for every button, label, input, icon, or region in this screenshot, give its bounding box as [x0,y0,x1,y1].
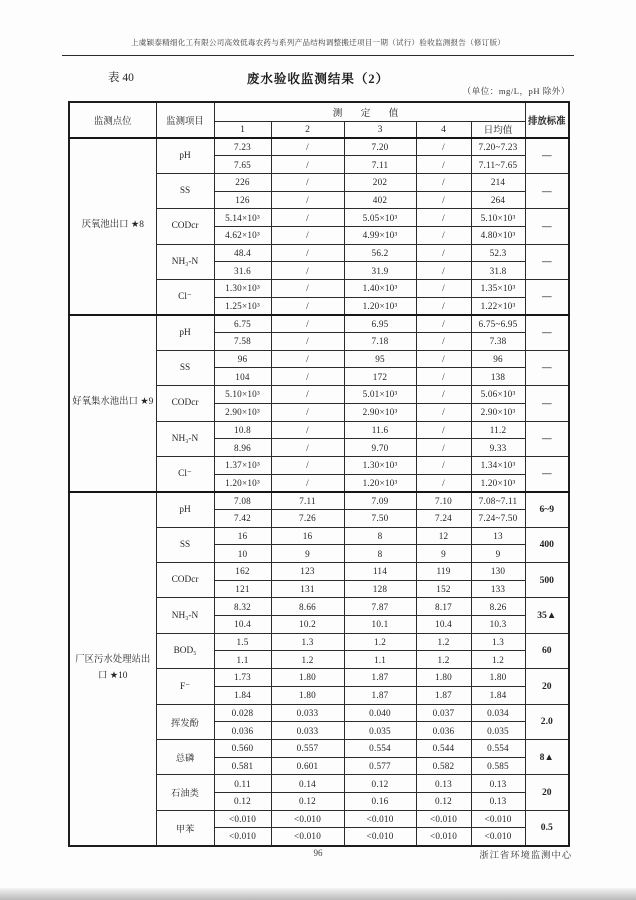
value-cell: 1.25×10³ [214,297,271,315]
value-cell: 1.20×10³ [344,474,416,492]
value-cell: 1.1 [214,651,271,669]
value-cell: / [416,156,471,174]
value-cell: / [271,368,344,386]
results-table [68,101,570,847]
value-cell: 123 [271,563,344,581]
table-row [69,315,569,333]
value-cell: 1.40×10³ [344,280,416,298]
value-cell: 31.8 [471,262,525,280]
value-cell: 1.87 [416,686,471,704]
value-cell: / [416,368,471,386]
value-cell: / [271,421,344,439]
value-cell: 7.08~7.11 [471,492,525,510]
value-cell: 0.028 [214,704,271,722]
value-cell: 10 [214,545,271,563]
discharge-standard-cell: 500 [525,563,569,598]
value-cell: / [416,297,471,315]
value-cell: <0.010 [416,810,471,828]
value-cell: 1.80 [471,669,525,687]
monitoring-item-cell: 挥发酚 [156,704,214,739]
value-cell: 7.11 [344,156,416,174]
discharge-standard-cell: — [525,421,569,456]
value-cell: 4.80×10³ [471,226,525,244]
unit-note: （单位：mg/L，pH 除外） [462,86,570,96]
value-cell: / [271,209,344,227]
column-header-standard: 排放标准 [525,102,569,138]
value-cell: / [271,297,344,315]
monitoring-item-cell: Cl⁻ [156,280,214,315]
discharge-standard-cell: 400 [525,527,569,562]
value-cell: / [271,315,344,333]
value-cell: 6.75~6.95 [471,315,525,333]
value-cell: 1.35×10³ [471,280,525,298]
value-cell: 214 [471,173,525,191]
discharge-standard-cell: 20 [525,775,569,810]
monitoring-point-cell: 厌氧池出口 ★8 [69,138,156,315]
value-cell: 121 [214,580,271,598]
value-cell: 0.040 [344,704,416,722]
value-cell: 1.20×10³ [344,297,416,315]
discharge-standard-cell: — [525,209,569,244]
value-cell: 202 [344,173,416,191]
discharge-standard-cell: 6~9 [525,492,569,527]
value-cell: / [416,209,471,227]
value-cell: <0.010 [271,828,344,846]
value-cell: 1.87 [344,686,416,704]
value-cell: 1.73 [214,669,271,687]
value-cell: / [271,403,344,421]
value-cell: 226 [214,173,271,191]
value-cell: / [271,173,344,191]
value-cell: 16 [214,527,271,545]
value-cell: 126 [214,191,271,209]
value-cell: <0.010 [344,828,416,846]
monitoring-item-cell: CODcr [156,386,214,421]
value-cell: / [416,386,471,404]
value-cell: 7.24 [416,509,471,527]
value-cell: 1.3 [271,633,344,651]
value-cell: 7.23 [214,138,271,156]
value-cell: / [416,280,471,298]
value-cell: / [416,173,471,191]
monitoring-item-cell: 甲苯 [156,810,214,845]
value-cell: 402 [344,191,416,209]
value-cell: 162 [214,563,271,581]
value-cell: 9 [416,545,471,563]
value-cell: 1.1 [344,651,416,669]
value-cell: 4.99×10³ [344,226,416,244]
value-cell: 7.09 [344,492,416,510]
monitoring-item-cell: SS [156,350,214,385]
value-cell: 1.80 [271,669,344,687]
value-cell: 0.582 [416,757,471,775]
monitoring-item-cell: NH₃-N [156,598,214,633]
value-cell: 172 [344,368,416,386]
value-cell: 0.554 [344,739,416,757]
monitoring-item-cell: BOD₅ [156,633,214,668]
value-cell: 2.90×10³ [214,403,271,421]
monitoring-item-cell: SS [156,173,214,208]
value-cell: 95 [344,350,416,368]
value-cell: / [416,315,471,333]
value-cell: / [271,138,344,156]
value-cell: / [271,439,344,457]
monitoring-item-cell: F⁻ [156,669,214,704]
value-cell: 1.22×10³ [471,297,525,315]
value-cell: 31.6 [214,262,271,280]
value-cell: 119 [416,563,471,581]
column-header-sample-1: 1 [214,121,271,138]
table-label: 表 40 [108,72,134,84]
discharge-standard-cell: 2.0 [525,704,569,739]
value-cell: 48.4 [214,244,271,262]
value-cell: / [271,280,344,298]
value-cell: 0.13 [471,775,525,793]
value-cell: 0.035 [344,722,416,740]
value-cell: 0.554 [471,739,525,757]
column-header-point: 监测点位 [69,102,156,138]
value-cell: 0.035 [471,722,525,740]
title-row [68,69,568,85]
value-cell: 1.2 [416,651,471,669]
column-header-sample-4: 4 [416,121,471,138]
monitoring-item-cell: Cl⁻ [156,456,214,491]
discharge-standard-cell: — [525,138,569,173]
value-cell: 0.16 [344,792,416,810]
value-cell: 4.62×10³ [214,226,271,244]
value-cell: 1.3 [471,633,525,651]
value-cell: / [271,386,344,404]
value-cell: / [416,333,471,351]
value-cell: 5.06×10³ [471,386,525,404]
value-cell: 5.05×10³ [344,209,416,227]
monitoring-point-cell: 好氧集水池出口 ★9 [69,315,156,492]
value-cell: / [271,226,344,244]
value-cell: 8.17 [416,598,471,616]
value-cell: / [416,138,471,156]
value-cell: 0.033 [271,704,344,722]
monitoring-item-cell: NH₃-N [156,244,214,279]
value-cell: 1.2 [344,633,416,651]
value-cell: / [271,156,344,174]
value-cell: 7.38 [471,333,525,351]
value-cell: 9.70 [344,439,416,457]
value-cell: 13 [471,527,525,545]
value-cell: 96 [214,350,271,368]
value-cell: 7.11~7.65 [471,156,525,174]
column-header-values: 测 定 值 [214,102,525,121]
value-cell: 12 [416,527,471,545]
value-cell: 5.10×10³ [214,386,271,404]
value-cell: 9 [471,545,525,563]
value-cell: / [416,403,471,421]
monitoring-item-cell: NH₃-N [156,421,214,456]
discharge-standard-cell: — [525,280,569,315]
value-cell: / [416,439,471,457]
monitoring-item-cell: pH [156,138,214,173]
value-cell: 10.4 [214,616,271,634]
discharge-standard-cell: — [525,315,569,350]
value-cell: 130 [471,563,525,581]
value-cell: 0.13 [416,775,471,793]
value-cell: 0.13 [471,792,525,810]
discharge-standard-cell: — [525,244,569,279]
discharge-standard-cell: 60 [525,633,569,668]
table-body [69,138,569,846]
value-cell: / [416,456,471,474]
value-cell: 9.33 [471,439,525,457]
value-cell: 1.2 [471,651,525,669]
value-cell: <0.010 [344,810,416,828]
value-cell: 7.10 [416,492,471,510]
table-row [69,138,569,156]
value-cell: 8.26 [471,598,525,616]
monitoring-point-cell: 厂区污水处理站出口 ★10 [69,492,156,846]
value-cell: / [271,474,344,492]
value-cell: 10.8 [214,421,271,439]
value-cell: 7.08 [214,492,271,510]
value-cell: 16 [271,527,344,545]
value-cell: 0.601 [271,757,344,775]
discharge-standard-cell: — [525,386,569,421]
discharge-standard-cell: — [525,456,569,491]
value-cell: 9 [271,545,344,563]
value-cell: 1.37×10³ [214,456,271,474]
value-cell: 1.87 [344,669,416,687]
value-cell: 56.2 [344,244,416,262]
value-cell: 7.58 [214,333,271,351]
value-cell: / [416,421,471,439]
discharge-standard-cell: — [525,350,569,385]
value-cell: 7.26 [271,509,344,527]
value-cell: / [416,191,471,209]
value-cell: <0.010 [271,810,344,828]
value-cell: 6.75 [214,315,271,333]
footer-org: 浙江省环境监测中心 [479,851,572,861]
value-cell: 152 [416,580,471,598]
monitoring-item-cell: pH [156,492,214,527]
value-cell: 7.20~7.23 [471,138,525,156]
discharge-standard-cell: 0.5 [525,810,569,845]
value-cell: / [416,474,471,492]
value-cell: 1.80 [416,669,471,687]
value-cell: 0.585 [471,757,525,775]
value-cell: 8.96 [214,439,271,457]
value-cell: 0.557 [271,739,344,757]
value-cell: <0.010 [416,828,471,846]
value-cell: 1.34×10³ [471,456,525,474]
value-cell: / [271,191,344,209]
value-cell: 11.2 [471,421,525,439]
value-cell: 8 [344,545,416,563]
value-cell: / [271,244,344,262]
value-cell: 8.66 [271,598,344,616]
monitoring-item-cell: SS [156,527,214,562]
value-cell: 1.5 [214,633,271,651]
value-cell: 104 [214,368,271,386]
monitoring-item-cell: 石油类 [156,775,214,810]
value-cell: 0.560 [214,739,271,757]
value-cell: 96 [471,350,525,368]
value-cell: 5.10×10³ [471,209,525,227]
column-header-sample-2: 2 [271,121,344,138]
value-cell: 0.544 [416,739,471,757]
value-cell: 1.30×10³ [214,280,271,298]
value-cell: 1.84 [214,686,271,704]
value-cell: 2.90×10³ [344,403,416,421]
monitoring-item-cell: CODcr [156,209,214,244]
table-row [69,492,569,510]
value-cell: 114 [344,563,416,581]
value-cell: 7.24~7.50 [471,509,525,527]
page-number: 96 [313,848,323,858]
value-cell: 8.32 [214,598,271,616]
value-cell: 0.581 [214,757,271,775]
value-cell: / [271,456,344,474]
value-cell: 1.30×10³ [344,456,416,474]
value-cell: 7.42 [214,509,271,527]
value-cell: 0.036 [214,722,271,740]
value-cell: 5.01×10³ [344,386,416,404]
monitoring-item-cell: CODcr [156,563,214,598]
monitoring-item-cell: pH [156,315,214,350]
value-cell: 0.12 [271,792,344,810]
value-cell: / [271,350,344,368]
value-cell: / [416,262,471,280]
column-header-sample-3: 3 [344,121,416,138]
discharge-standard-cell: 20 [525,669,569,704]
value-cell: 264 [471,191,525,209]
value-cell: 7.18 [344,333,416,351]
value-cell: / [416,244,471,262]
value-cell: 10.2 [271,616,344,634]
value-cell: 0.577 [344,757,416,775]
value-cell: 10.1 [344,616,416,634]
value-cell: <0.010 [471,810,525,828]
value-cell: / [416,350,471,368]
value-cell: / [271,333,344,351]
value-cell: 138 [471,368,525,386]
value-cell: <0.010 [214,828,271,846]
value-cell: 128 [344,580,416,598]
value-cell: 5.14×10³ [214,209,271,227]
value-cell: 1.2 [271,651,344,669]
value-cell: 1.20×10³ [471,474,525,492]
value-cell: 0.14 [271,775,344,793]
value-cell: 7.87 [344,598,416,616]
value-cell: 0.12 [344,775,416,793]
value-cell: 7.65 [214,156,271,174]
value-cell: 31.9 [344,262,416,280]
value-cell: 0.11 [214,775,271,793]
column-header-daily-average: 日均值 [471,121,525,138]
value-cell: 0.033 [271,722,344,740]
value-cell: 11.6 [344,421,416,439]
value-cell: 131 [271,580,344,598]
scan-edge-artifact [0,888,636,900]
value-cell: 52.3 [471,244,525,262]
discharge-standard-cell: — [525,173,569,208]
monitoring-item-cell: 总磷 [156,739,214,774]
value-cell: 0.12 [214,792,271,810]
value-cell: / [271,262,344,280]
running-header: 上虞颖泰精细化工有限公司高效低毒农药与系列产品结构调整搬迁项目一期（试行）验收监测报告（修订版） [62,37,574,56]
value-cell: 0.037 [416,704,471,722]
value-cell: 1.80 [271,686,344,704]
value-cell: 10.3 [471,616,525,634]
value-cell: 10.4 [416,616,471,634]
value-cell: 0.034 [471,704,525,722]
value-cell: 1.84 [471,686,525,704]
value-cell: 7.20 [344,138,416,156]
value-cell: 8 [344,527,416,545]
value-cell: / [416,226,471,244]
discharge-standard-cell: 8▲ [525,739,569,774]
value-cell: 6.95 [344,315,416,333]
value-cell: <0.010 [471,828,525,846]
value-cell: <0.010 [214,810,271,828]
discharge-standard-cell: 35▲ [525,598,569,633]
value-cell: 7.50 [344,509,416,527]
value-cell: 1.20×10³ [214,474,271,492]
value-cell: 0.12 [416,792,471,810]
table-title: 废水验收监测结果（2） [246,72,390,86]
value-cell: 1.2 [416,633,471,651]
value-cell: 133 [471,580,525,598]
column-header-item: 监测项目 [156,102,214,138]
value-cell: 7.11 [271,492,344,510]
value-cell: 2.90×10³ [471,403,525,421]
value-cell: 0.036 [416,722,471,740]
